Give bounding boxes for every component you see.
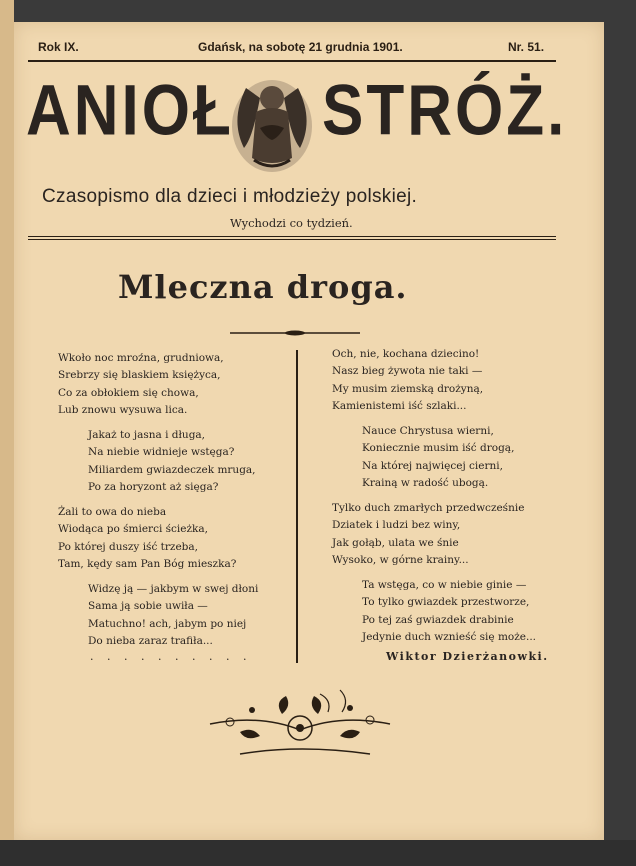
verse-line: Na niebie widniejе wstęga? [88,446,235,459]
verse-line: Na której najwięcej cierni, [362,459,503,472]
ellipsis-dots: . . . . . . . . . . [90,650,252,663]
verse-line: Wysoko, w górne krainy... [332,554,469,567]
verse-line: Co za obłokiem się chowa, [58,386,199,399]
verse-line: Jak gołąb, ulata we śnie [332,536,459,549]
masthead-rule [28,236,556,240]
verse-line: Dziatek i ludzi bez winy, [332,519,461,532]
verse-line: Lub znowu wysuwa lica. [58,404,188,417]
verse-line: Wiodąca po śmierci ścieżka, [58,523,208,536]
verse-line: Widzę ją — jakbym w swej dłoni [88,583,259,595]
verse-line: Jakaż to jasna i długa, [88,429,206,441]
stanza-left-4 [88,581,258,651]
subtitle: Czasopismo dla dzieci i młodzieży polskiej. [42,186,418,207]
poem-title: Mleczna droga. [118,268,408,306]
masthead-title-left: ANIOŁ [26,71,234,151]
author-signature: Wiktor Dzierżanowki. [386,650,549,663]
verse-line: Och, nie, kochana dziecino! [332,348,480,360]
column-divider [296,350,298,663]
verse-line: Ta wstęga, co w niebie ginie — [362,579,527,591]
verse-line: Sama ją sobie uwiła — [88,600,208,613]
verse-line: Jedynie duch wznieść się może... [362,631,537,644]
verse-line: Po której duszy iść trzeba, [58,540,198,553]
verse-line: Do nieba zaraz trafiła... [88,635,213,648]
stanza-right-4 [362,577,536,647]
title-ornament-rule [230,322,360,330]
verse-line: My musim ziemską drożyną, [332,382,484,395]
year-label: Rok IX. [38,40,79,54]
scan-bottom-edge [0,840,636,866]
verse-line: Krainą w radość ubogą. [362,477,489,490]
floral-vignette-icon [200,684,400,764]
verse-line: Matuchno! ach, jabym po niej [88,617,247,630]
verse-line: Kamienistemi iść szlaki... [332,400,467,413]
stanza-left-1 [58,350,224,420]
stanza-right-1 [332,346,483,416]
stanza-left-3 [58,504,236,574]
verse-line: Miliardem gwiazdeczek mruga, [88,463,256,476]
issue-number: Nr. 51. [508,40,545,54]
verse-line: Po za horyzont aż sięga? [88,481,219,494]
verse-line: Tylko duch zmarłych przedwcześnie [332,502,525,514]
verse-line: To tylko gwiazdek przestworze, [362,596,530,609]
place-date: Gdańsk, na sobotę 21 grudnia 1901. [198,40,403,54]
stanza-right-2 [362,423,514,493]
frequency: Wychodzi co tydzień. [230,216,353,230]
angel-emblem-icon [226,68,318,176]
stanza-left-2 [88,427,256,497]
verse-line: Po tej zaś gwiazdek drabinie [362,613,514,626]
verse-line: Srebrzy się blaskiem księżyca, [58,369,221,382]
page-left-edge [0,0,14,866]
verse-line: Koniecznie musim iść drogą, [362,442,515,455]
header-rule [28,60,556,62]
verse-line: Nasz bieg żywota nie taki — [332,365,483,378]
masthead-title-right: STRÓŻ. [322,71,568,151]
verse-line: Żali to owa do nieba [58,506,167,518]
verse-line: Tam, kędy sam Pan Bóg mieszka? [58,558,237,571]
stanza-right-3 [332,500,524,570]
verse-line: Nauce Chrystusa wierni, [362,425,494,437]
verse-line: Wkoło noc mroźna, grudniowa, [58,352,224,364]
